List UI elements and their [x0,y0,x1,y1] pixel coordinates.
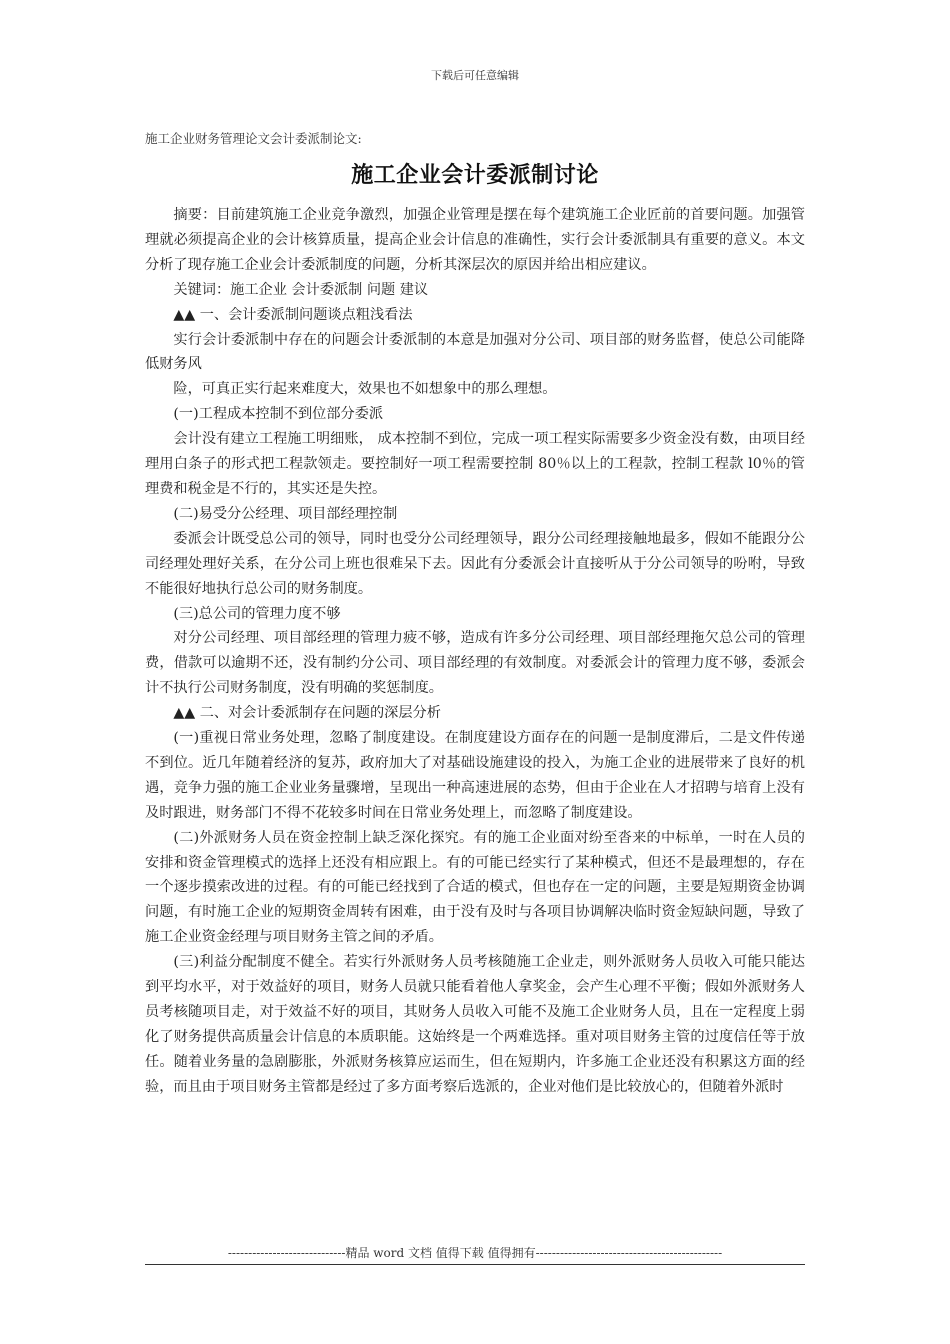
body-paragraph: 险，可真正实行起来难度大，效果也不如想象中的那么理想。 [173,381,557,398]
body-paragraph: 实行会计委派制中存在的问题会计委派制的本意是加强对分公司、项目部的财务监督，使总公司能降低财务风 [145,331,805,373]
subsection-heading: (二)易受分公经理、项目部经理控制 [173,505,398,522]
subsection-heading: (一)工程成本控制不到位部分委派 [173,406,384,423]
doc-body [145,203,805,1100]
abstract-paragraph: 摘要：目前建筑施工企业竞争激烈，加强企业管理是摆在每个建筑施工企业匠前的首要问题。加强管理就必须提高企业的会计核算质量，提高企业会计信息的准确性，实行会计委派制具有重要的意义。本文分析了现存施工企业会计委派制度的问题，分析其深层次的原因并给出相应建议。 [145,207,805,273]
page-footer: -----------------------------精品 word 文档 值得下载 值得拥有---------------------------------------------- [227,1246,723,1260]
page-header: 下载后可任意编辑 [431,69,519,82]
body-paragraph: (一)重视日常业务处理，忽略了制度建设。在制度建设方面存在的问题一是制度滞后，二是文件传递不到位。近几年随着经济的复苏，政府加大了对基础设施建设的投入，为施工企业的进展带来了良好的机遇，竞争力强的施工企业业务量骤增，呈现出一种高速进展的态势，但由于企业在人才招聘与培育上没有及时跟进，财务部门不得不花较多时间在日常业务处理上，而忽略了制度建设。 [145,730,805,821]
subsection-heading: (三)总公司的管理力度不够 [173,605,341,622]
body-paragraph: 委派会计既受总公司的领导，同时也受分公司经理领导，跟分公司经理接触地最多，假如不能跟分公司经理处理好关系，在分公司上班也很难呆下去。因此有分委派会计直接听从于分公司领导的吩咐，导致不能很好地执行总公司的财务制度。 [145,530,805,597]
doc-subtitle: 施工企业财务管理论文会计委派制论文: [145,131,362,146]
section-heading: ▲▲ 二、对会计委派制存在问题的深层分析 [173,705,441,722]
section-heading: ▲▲ 一、会计委派制问题谈点粗浅看法 [173,306,413,323]
body-paragraph: (三)利益分配制度不健全。若实行外派财务人员考核随施工企业走，则外派财务人员收入可能只能达到平均水平，对于效益好的项目，财务人员就只能看着他人拿奖金，会产生心理不平衡；假如外派财务人员考核随项目走，对于效益不好的项目，其财务人员收入可能不及施工企业财务人员，且在一定程度上弱化了财务提供高质量会计信息的本质职能。这始终是一个两难选择。重对项目财务主管的过度信任等于放任。随着业务量的急剧膨胀，外派财务核算应运而生，但在短期内，许多施工企业还没有积累这方面的经验，而且由于项目财务主管都是经过了多方面考察后选派的，企业对他们是比较放心的，但随着外派时 [145,954,805,1095]
keywords-paragraph: 关键词：施工企业 会计委派制 问题 建议 [173,281,429,298]
body-paragraph: 对分公司经理、项目部经理的管理力疲不够，造成有许多分公司经理、项目部经理拖欠总公司的管理费，借款可以逾期不还，没有制约分公司、项目部经理的有效制度。对委派会计的管理力度不够，委派会计不执行公司财务制度，没有明确的奖惩制度。 [145,630,805,697]
footer-rule [145,1264,805,1265]
body-paragraph: (二)外派财务人员在资金控制上缺乏深化探究。有的施工企业面对纷至沓来的中标单，一时在人员的安排和资金管理模式的选择上还没有相应跟上。有的可能已经实行了某种模式，但还不是最理想的，存在一个逐步摸索改进的过程。有的可能已经找到了合适的模式，但也存在一定的问题，主要是短期资金协调问题，有时施工企业的短期资金周转有困难，由于没有及时与各项目协调解决临时资金短缺问题，导致了施工企业资金经理与项目财务主管之间的矛盾。 [145,829,805,946]
body-paragraph: 会计没有建立工程施工明细账， 成本控制不到位，完成一项工程实际需要多少资金没有数，由项目经理用白条子的形式把工程款领走。要控制好一项工程需要控制 80％以上的工程款，控制工程款 l0％的管理费和税金是不行的，其实还是失控。 [145,431,805,497]
doc-title: 施工企业会计委派制讨论 [351,162,599,188]
